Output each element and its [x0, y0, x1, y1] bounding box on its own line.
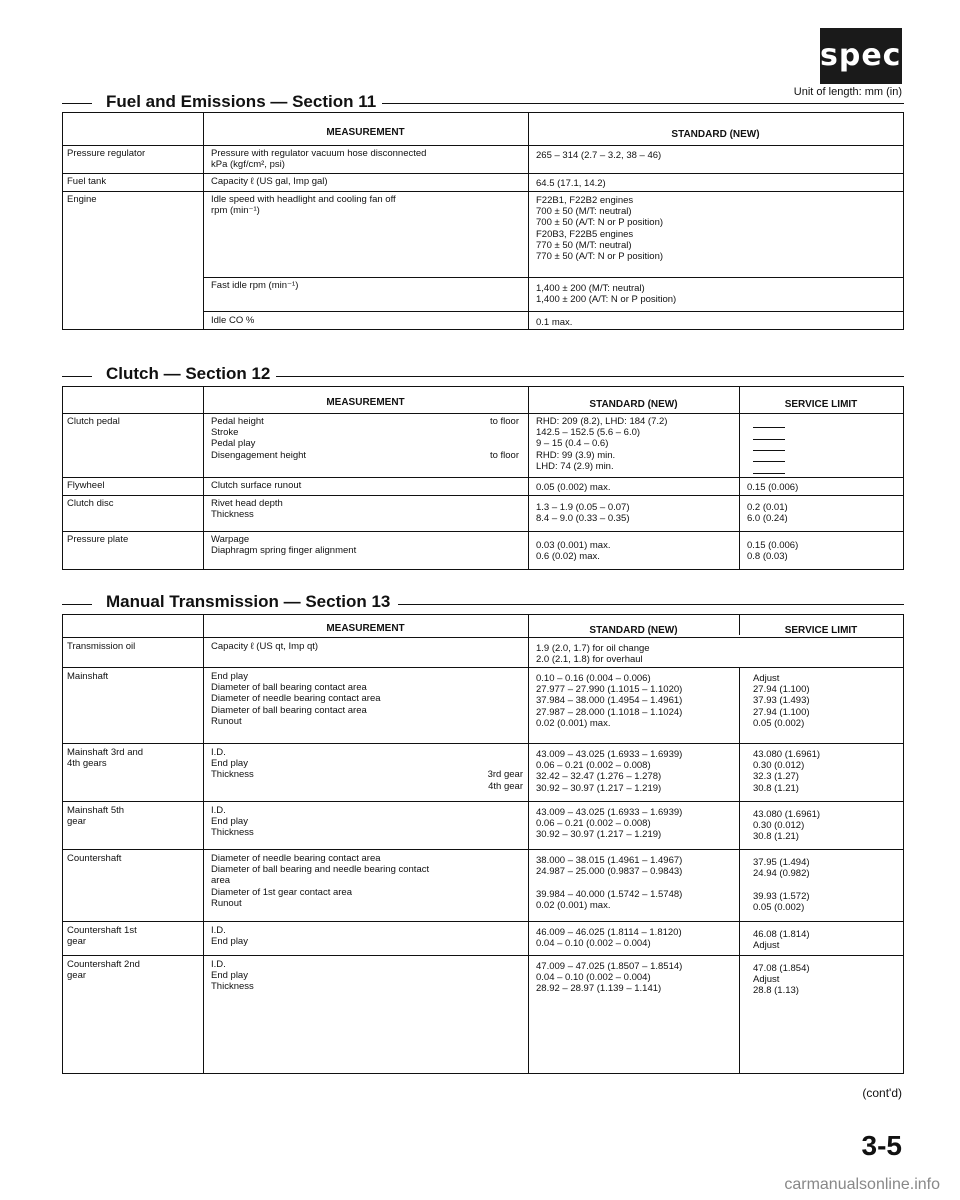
section-rule: [372, 103, 904, 104]
row-item: Countershaft 2nd gear: [67, 959, 140, 982]
row-item: Pressure regulator: [67, 148, 146, 159]
row-measurement: Clutch surface runout: [211, 480, 302, 491]
column-divider: [528, 387, 529, 569]
row-service-limit: Adjust 27.94 (1.100) 37.93 (1.493) 27.94 (1.100) 0.05 (0.002): [753, 673, 810, 729]
row-measurement: I.D. End play: [211, 925, 248, 948]
manual-transmission-table: [62, 614, 904, 1074]
row-standard: 38.000 – 38.015 (1.4961 – 1.4967) 24.987 – 25.000 (0.9837 – 0.9843) 39.984 – 40.000 (1.5742 – 1.5748) 0.02 (0.001) max.: [536, 855, 683, 911]
row-measurement: I.D. End play Thickness: [211, 959, 254, 993]
row-measurement: Fast idle rpm (min⁻¹): [211, 280, 299, 291]
row-measurement: Capacity ℓ (US qt, Imp qt): [211, 641, 319, 652]
table-row: [63, 921, 903, 922]
row-measurement: Pressure with regulator vacuum hose disconnected kPa (kgf/cm², psi): [211, 148, 427, 171]
row-service-limit: 43.080 (1.6961) 0.30 (0.012) 32.3 (1.27) 30.8 (1.21): [753, 749, 821, 794]
row-standard: RHD: 209 (8.2), LHD: 184 (7.2) 142.5 – 152.5 (5.6 – 6.0) 9 – 15 (0.4 – 0.6) RHD: 99 (3.9) min. LHD: 74 (2.9) min.: [536, 416, 668, 472]
header-measurement: MEASUREMENT: [326, 397, 405, 408]
row-standard: 0.03 (0.001) max. 0.6 (0.02) max.: [536, 540, 611, 563]
table-row: [203, 277, 903, 278]
row-item: Mainshaft 3rd and 4th gears: [67, 747, 144, 770]
section-title-fuel: Fuel and Emissions — Section 11: [100, 92, 382, 112]
row-service-limit: 0.15 (0.006): [747, 482, 799, 493]
row-measurement: Idle speed with headlight and cooling fan off rpm (min⁻¹): [211, 194, 396, 217]
row-service-limit: 47.08 (1.854) Adjust 28.8 (1.13): [753, 963, 810, 997]
row-standard: 1.3 – 1.9 (0.05 – 0.07) 8.4 – 9.0 (0.33 – 0.35): [536, 502, 630, 525]
row-measurement: I.D. End play Thickness: [211, 747, 254, 781]
header-standard: STANDARD (NEW): [671, 129, 760, 140]
fuel-table: [62, 112, 904, 330]
row-standard: 265 – 314 (2.7 – 3.2, 38 – 46): [536, 150, 662, 161]
row-standard: 1,400 ± 200 (M/T: neutral) 1,400 ± 200 (A/T: N or P position): [536, 283, 677, 306]
header-standard: STANDARD (NEW): [589, 399, 678, 410]
section-rule: [62, 376, 92, 377]
page-number: 3-5: [861, 1130, 902, 1161]
row-measurement: Capacity ℓ (US gal, Imp gal): [211, 176, 328, 187]
header-measurement: MEASUREMENT: [326, 127, 405, 138]
row-measurement: I.D. End play Thickness: [211, 805, 254, 839]
row-item: Flywheel: [67, 480, 105, 491]
row-measurement: Warpage Diaphragm spring finger alignment: [211, 534, 357, 557]
clutch-table: [62, 386, 904, 570]
row-note: to floor to floor: [489, 416, 519, 461]
table-row: [63, 801, 903, 802]
row-item: Pressure plate: [67, 534, 129, 545]
header-measurement: MEASUREMENT: [326, 623, 405, 634]
row-standard: 43.009 – 43.025 (1.6933 – 1.6939) 0.06 – 0.21 (0.002 – 0.008) 32.42 – 32.47 (1.276 – 1.278) 30.92 – 30.97 (1.217 – 1.219): [536, 749, 683, 794]
header-service-limit: SERVICE LIMIT: [784, 399, 858, 410]
row-item: Engine: [67, 194, 97, 205]
table-row: [203, 311, 903, 312]
dash-mark: [753, 450, 785, 451]
row-service-limit: 37.95 (1.494) 24.94 (0.982) 39.93 (1.572) 0.05 (0.002): [753, 857, 810, 913]
table-row: [63, 145, 903, 146]
dash-mark: [753, 427, 785, 428]
table-row: [63, 495, 903, 496]
row-item: Countershaft 1st gear: [67, 925, 137, 948]
dash-mark: [753, 461, 785, 462]
row-measurement: End play Diameter of ball bearing contact area Diameter of needle bearing contact area Diameter of ball bearing contact area Runout: [211, 671, 381, 727]
row-measurement: Pedal height Stroke Pedal play Disengagement height: [211, 416, 307, 461]
header-service-limit: SERVICE LIMIT: [784, 625, 858, 636]
row-item: Clutch pedal: [67, 416, 120, 427]
row-standard: 0.10 – 0.16 (0.004 – 0.006) 27.977 – 27.990 (1.1015 – 1.1020) 37.984 – 38.000 (1.4954 – 1.4961) 27.987 – 28.000 (1.1018 – 1.1024) 0.02 (0.001) max.: [536, 673, 683, 729]
table-row: [63, 955, 903, 956]
section-rule: [62, 103, 92, 104]
table-row: [63, 637, 903, 638]
row-service-limit: 0.15 (0.006) 0.8 (0.03): [747, 540, 799, 563]
row-standard: 47.009 – 47.025 (1.8507 – 1.8514) 0.04 – 0.10 (0.002 – 0.004) 28.92 – 28.97 (1.139 – 1.141): [536, 961, 683, 995]
row-standard: 46.009 – 46.025 (1.8114 – 1.8120) 0.04 – 0.10 (0.002 – 0.004): [536, 927, 682, 950]
column-divider: [528, 615, 529, 1073]
dash-mark: [753, 439, 785, 440]
row-service-limit: 0.2 (0.01) 6.0 (0.24): [747, 502, 788, 525]
section-rule: [62, 604, 92, 605]
row-measurement: Idle CO %: [211, 315, 255, 326]
table-row: [63, 743, 903, 744]
row-service-limit: 43.080 (1.6961) 0.30 (0.012) 30.8 (1.21): [753, 809, 821, 843]
row-note: 3rd gear 4th gear: [487, 769, 523, 792]
table-row: [63, 849, 903, 850]
column-divider: [739, 667, 740, 1073]
row-standard: 0.05 (0.002) max.: [536, 482, 611, 493]
row-standard: 1.9 (2.0, 1.7) for oil change 2.0 (2.1, 1.8) for overhaul: [536, 643, 650, 666]
table-row: [63, 667, 903, 668]
row-measurement: Diameter of needle bearing contact area Diameter of ball bearing and needle bearing contact area Diameter of 1st gear contact area Runout: [211, 853, 430, 909]
row-standard: F22B1, F22B2 engines 700 ± 50 (M/T: neutral) 700 ± 50 (A/T: N or P position) F20B3, F22B5 engines 770 ± 50 (M/T: neutral) 770 ± 50 (A/T: N or P position): [536, 195, 664, 263]
column-divider: [203, 387, 204, 569]
table-row: [63, 531, 903, 532]
footer-watermark: carmanualsonline.info: [784, 1176, 940, 1193]
row-standard: 0.1 max.: [536, 317, 573, 328]
row-item: Fuel tank: [67, 176, 107, 187]
row-standard: 43.009 – 43.025 (1.6933 – 1.6939) 0.06 – 0.21 (0.002 – 0.008) 30.92 – 30.97 (1.217 – 1.219): [536, 807, 683, 841]
header-standard: STANDARD (NEW): [589, 625, 678, 636]
dash-mark: [753, 473, 785, 474]
section-title-clutch: Clutch — Section 12: [100, 364, 276, 384]
table-row: [63, 413, 903, 414]
specs-badge: specs: [820, 28, 902, 84]
section-rule: [398, 604, 904, 605]
row-item: Clutch disc: [67, 498, 114, 509]
section-title-manual-transmission: Manual Transmission — Section 13: [100, 592, 396, 612]
continued-note: (cont'd): [862, 1086, 902, 1100]
section-rule: [272, 376, 904, 377]
row-item: Mainshaft: [67, 671, 109, 682]
row-item: Transmission oil: [67, 641, 136, 652]
column-divider: [739, 387, 740, 569]
table-row: [63, 173, 903, 174]
row-measurement: Rivet head depth Thickness: [211, 498, 283, 521]
row-standard: 64.5 (17.1, 14.2): [536, 178, 606, 189]
column-divider: [203, 615, 204, 1073]
row-item: Mainshaft 5th gear: [67, 805, 125, 828]
row-service-limit: 46.08 (1.814) Adjust: [753, 929, 810, 952]
unit-note: Unit of length: mm (in): [793, 86, 902, 98]
row-item: Countershaft: [67, 853, 122, 864]
table-row: [63, 477, 903, 478]
table-row: [63, 191, 903, 192]
